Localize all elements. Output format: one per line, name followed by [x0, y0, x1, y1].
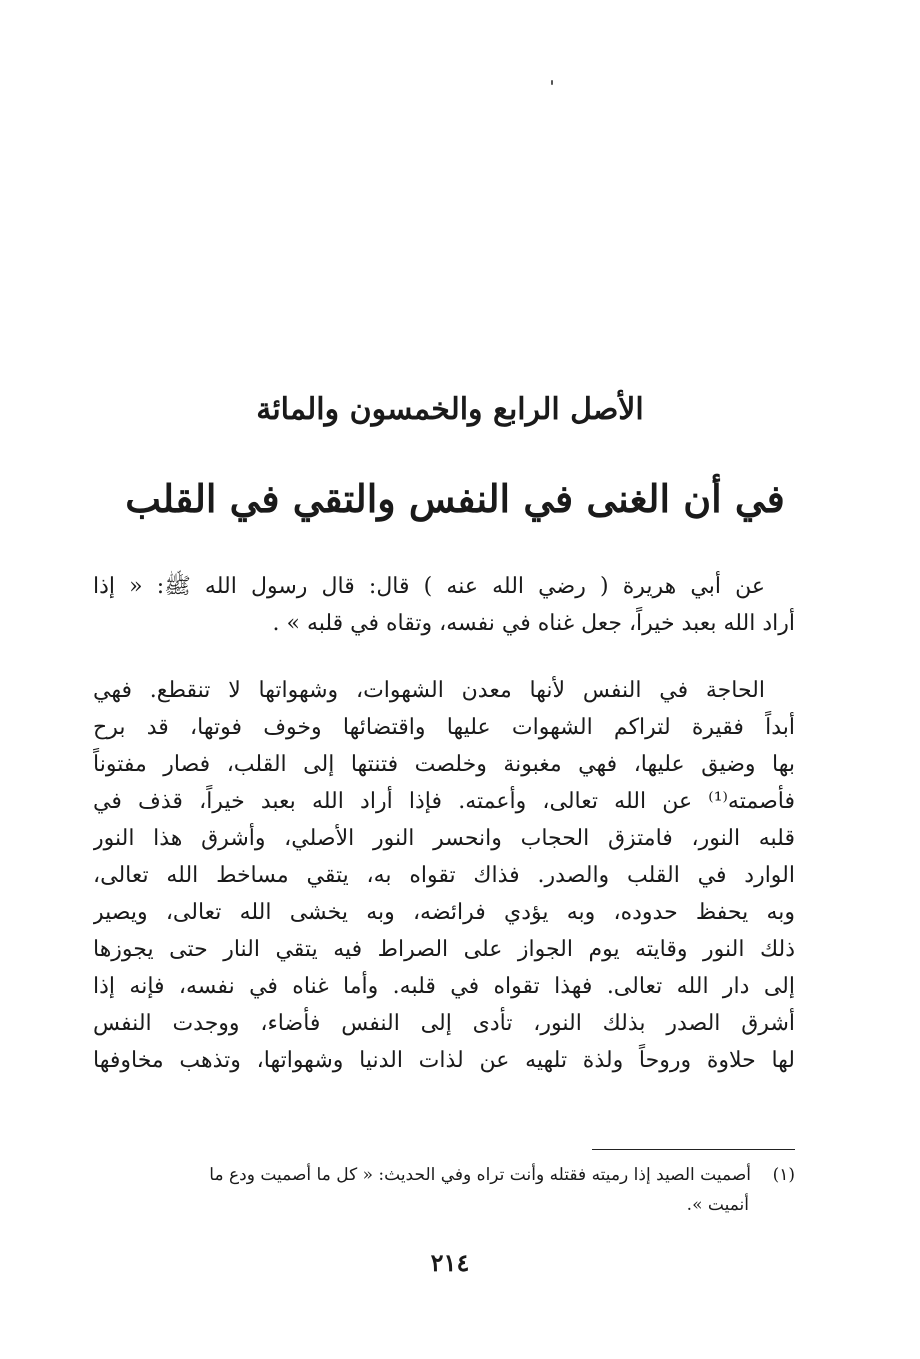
- footnote-marker: (١): [772, 1165, 795, 1185]
- footnote-line: أنميت ».: [686, 1195, 749, 1215]
- commentary-line: ذلك النور وقايته يوم الجواز على الصراط فيه يتقي النار حتى يجوزها: [93, 937, 795, 962]
- commentary-line: الوارد في القلب والصدر. فذاك تقواه به، يتقي مساخط الله تعالى،: [93, 863, 795, 888]
- hadith-line: عن أبي هريرة ( رضي الله عنه ) قال: قال رسول الله ﷺ: « إذا: [93, 574, 765, 599]
- commentary-line: إلى دار الله تعالى. فهذا تقواه في قلبه. وأما غناه في نفسه، فإنه إذا: [93, 974, 795, 999]
- hadith-paragraph: [93, 568, 795, 642]
- footnote-separator: [592, 1149, 795, 1150]
- commentary-line: لها حلاوة وروحاً ولذة تلهيه عن لذات الدنيا وشهواتها، وتذهب مخاوفها: [93, 1048, 795, 1073]
- scan-speck: [551, 80, 553, 85]
- footnote: [93, 1160, 795, 1220]
- chapter-title: الأصل الرابع والخمسون والمائة: [256, 392, 644, 427]
- commentary-line: أشرق الصدر بذلك النور، تأدى إلى النفس فأضاء، ووجدت النفس: [93, 1011, 795, 1036]
- commentary-paragraph: [93, 672, 795, 1079]
- footnote-text: أصميت الصيد إذا رميته فقتله وأنت تراه وفي الحديث: « كل ما أصميت ودع ما: [209, 1165, 751, 1185]
- hadith-line: أراد الله بعبد خيراً، جعل غناه في نفسه، وتقاه في قلبه » .: [272, 611, 795, 636]
- commentary-line: وبه يحفظ حدوده، وبه يؤدي فرائضه، وبه يخشى الله تعالى، ويصير: [93, 900, 795, 925]
- footnote-line: [93, 1160, 795, 1190]
- page-number: ٢١٤: [430, 1248, 470, 1277]
- commentary-line: بها وضيق عليها، فهي مغبونة وخلصت فتنتها إلى القلب، فصار مفتوناً: [93, 752, 795, 777]
- chapter-subtitle: في أن الغنى في النفس والتقي في القلب: [125, 476, 785, 521]
- commentary-line: أبداً فقيرة لتراكم الشهوات عليها واقتضائها وخوف فوتها، قد برح: [93, 715, 795, 740]
- commentary-line: فأصمته⁽¹⁾ عن الله تعالى، وأعمته. فإذا أراد الله بعبد خيراً، قذف في: [93, 789, 795, 814]
- commentary-line: قلبه النور، فامتزق الحجاب وانحسر النور الأصلي، وأشرق هذا النور: [93, 826, 795, 851]
- commentary-line: الحاجة في النفس لأنها معدن الشهوات، وشهواتها لا تنقطع. فهي: [93, 678, 765, 703]
